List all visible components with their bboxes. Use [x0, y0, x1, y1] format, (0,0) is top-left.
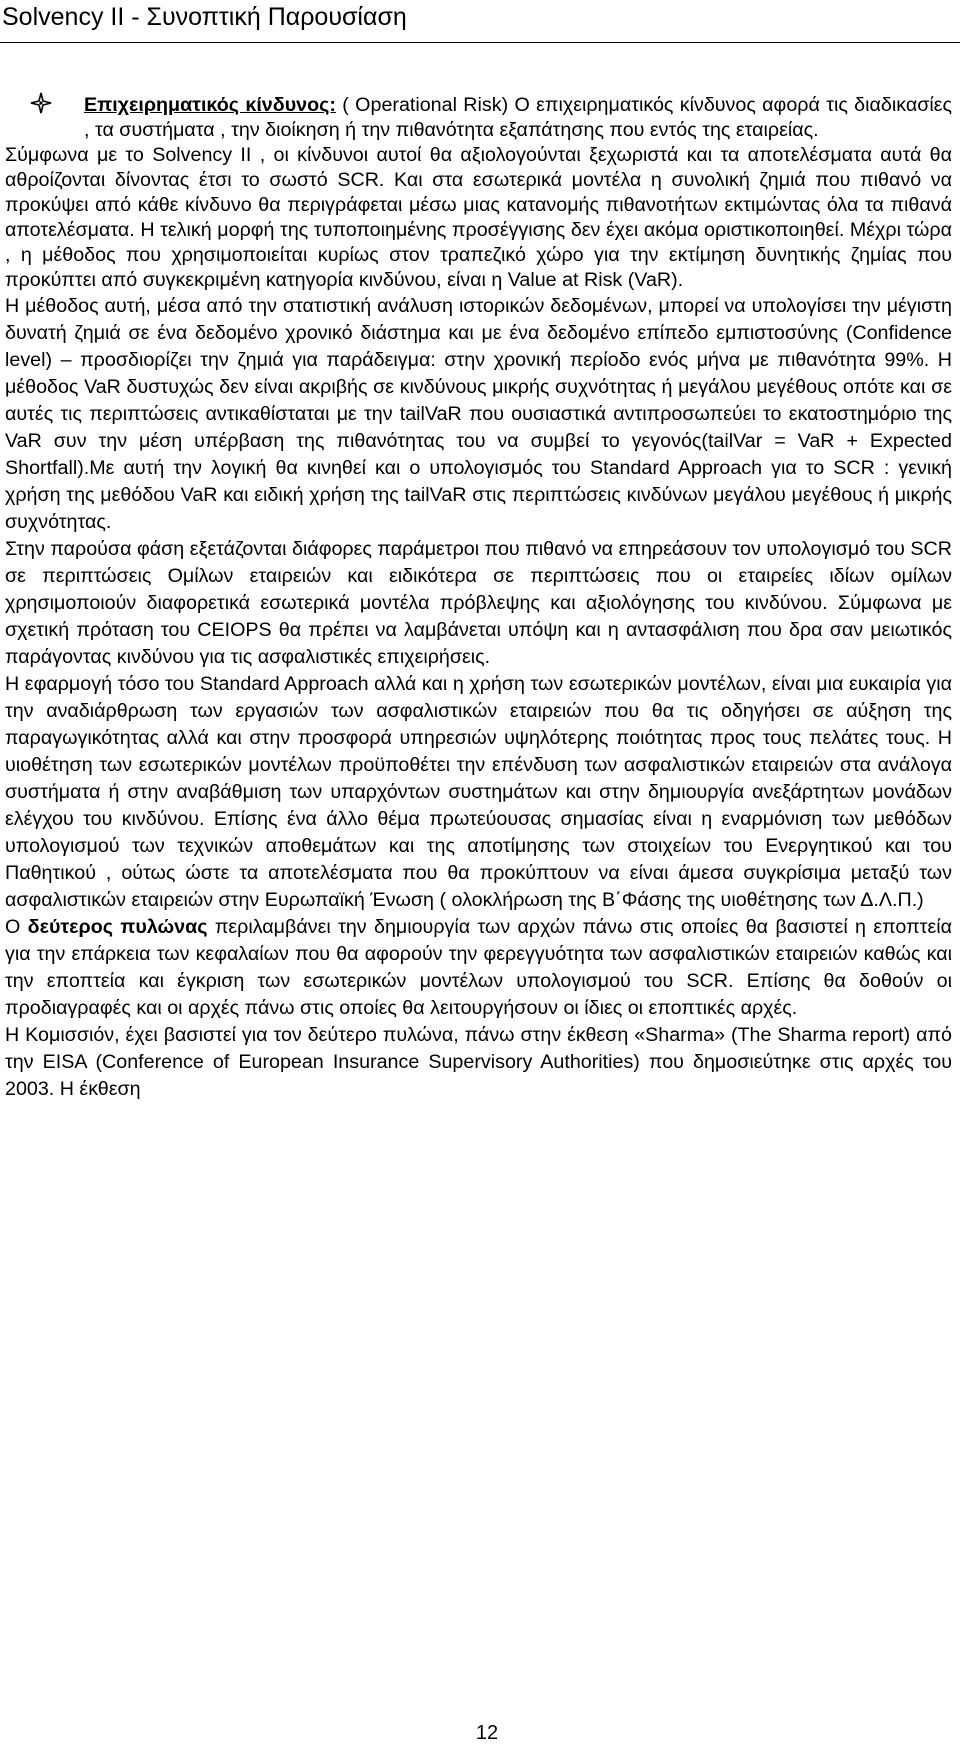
bullet-description: ( Operational Risk) Ο επιχειρηματικός κίνδυνος αφορά τις διαδικασίες , τα συστήματα , την διοίκηση ή την πιθανότητα εξαπάτησης που εντός της εταιρείας.: [84, 94, 952, 141]
paragraph-groups-scr: Στην παρούσα φάση εξετάζονται διάφορες παράμετροι που πιθανό να επηρεάσουν τον υπολογισμό του SCR σε περιπτώσεις Ομίλων εταιρειών και ειδικότερα σε περιπτώσεις που οι εταιρείες ιδίων ομίλων χρησιμοποιούν διαφορετικά εσωτερικά μοντέλα πρόβλεψης και αξιολόγησης του κινδύνου. Σύμφωνα με σχετική πρόταση του CEIOPS θα πρέπει να λαμβάνεται υπόψη και η αντασφάλιση που δρα σαν μειωτικός παράγοντας κινδύνου για τις ασφαλιστικές επιχειρήσεις.: [5, 538, 952, 668]
second-pillar-lead: Ο: [5, 916, 28, 938]
bullet-glyph: [30, 92, 52, 114]
diamond-flower-icon: [5, 92, 60, 119]
paragraph-var-method: Η μέθοδος αυτή, μέσα από την στατιστική ανάλυση ιστορικών δεδομένων, μπορεί να υπολογίσει την μέγιστη δυνατή ζημιά σε ένα δεδομένο χρονικό διάστημα και με ένα δεδομένο επίπεδο εμπιστοσύνης (Confidence level) – προσδιορίζει την ζημιά για παράδειγμα: στην χρονική περίοδο ενός μήνα με πιθανότητα 99%. Η μέθοδος VaR δυστυχώς δεν είναι ακριβής σε κινδύνους μικρής συχνότητας ή μεγάλου μεγέθους οπότε και σε αυτές τις περιπτώσεις αντικαθίσταται με την tailVaR που ουσιαστικά αντιπροσωπεύει το εκατοστημόριο της VaR συν την μέση υπέρβαση της πιθανότητας του να συμβεί το γεγονός(tailVar = VaR + Expected Shortfall).Με αυτή την λογική θα κινηθεί και ο υπολογισμός του Standard Approach για το SCR : γενική χρήση της μεθόδου VaR και ειδική χρήση της tailVaR στις περιπτώσεις κινδύνων μεγάλου μεγέθους ή μικρής συχνότητας.: [5, 295, 952, 533]
paragraph-solvency-risks: Σύμφωνα με το Solvency II , οι κίνδυνοι αυτοί θα αξιολογούνται ξεχωριστά και τα αποτελέσματα αυτά θα αθροίζονται δίνοντας έτσι το σωστό SCR. Και στα εσωτερικά μοντέλα η συνολική ζημιά που πιθανό να προκύψει από κάθε κίνδυνο θα περιγράφεται μέσω μιας κατανομής πιθανοτήτων εκτιμώντας όλα τα πιθανά αποτελέσματα. Η τελική μορφή της τυποποιημένης προσέγγισης δεν έχει ακόμα οριστικοποιηθεί. Μέχρι τώρα , η μέθοδος που χρησιμοποιείται κυρίως στον τραπεζικό χώρο για την εκτίμηση δυνητικής ζημίας που προκύπτει από συγκεκριμένη κατηγορία κινδύνου, είναι η Value at Risk (VaR).: [5, 144, 952, 291]
bullet-term: Επιχειρηματικός κίνδυνος:: [84, 94, 336, 116]
second-pillar-text: περιλαμβάνει την δημιουργία των αρχών πάνω στις οποίες θα βασιστεί η εποπτεία για την επάρκεια των κεφαλαίων που θα αφορούν την φερεγγυότητα των ασφαλιστικών εταιρειών καθώς και την εποπτεία και έγκριση των εσωτερικών μοντέλων υπολογισμού του SCR. Επίσης θα δοθούν οι προδιαγραφές και οι αρχές πάνω στις οποίες θα λειτουργήσουν οι ίδιες οι εποπτικές αρχές.: [5, 916, 952, 1019]
header-divider: [0, 42, 960, 43]
second-pillar-term: δεύτερος πυλώνας: [27, 916, 208, 938]
document-body: [5, 93, 952, 1103]
paragraph-second-pillar: [5, 914, 952, 1022]
paragraph-commission: Η Κομισσιόν, έχει βασιστεί για τον δεύτερο πυλώνα, πάνω στην έκθεση «Sharma» (The Sharma report) από την EISA (Conference of European Insurance Supervisory Authorities) που δημοσιεύτηκε στις αρχές του 2003. Η έκθεση: [5, 1024, 952, 1100]
page-number: 12: [475, 1722, 499, 1744]
bullet-item: [5, 93, 952, 143]
bullet-text: [84, 93, 952, 143]
running-header: Solvency II - Συνοπτική Παρουσίαση: [2, 3, 407, 31]
paragraph-standard-approach: Η εφαρμογή τόσο του Standard Approach αλλά και η χρήση των εσωτερικών μοντέλων, είναι μια ευκαιρία για την αναδιάρθρωση των εργασιών των ασφαλιστικών εταιρειών που θα τις οδηγήσει σε αύξηση της παραγωγικότητας αλλά και στην προσφορά υπηρεσιών υψηλότερης ποιότητας προς τους πελάτες τους. Η υιοθέτηση των εσωτερικών μοντέλων προϋποθέτει την επένδυση των ασφαλιστικών εταιρειών στα ανάλογα συστήματα ή στην αναβάθμιση των υπαρχόντων συστημάτων και στην δημιουργία ανεξάρτητων μονάδων ελέγχου του κινδύνου. Επίσης ένα άλλο θέμα πρωτεύουσας σημασίας είναι η εναρμόνιση των μεθόδων υπολογισμού των τεχνικών αποθεμάτων και της αποτίμησης των στοιχείων του Ενεργητικού και του Παθητικού , ούτως ώστε τα αποτελέσματα που θα προκύπτουν να είναι άμεσα συγκρίσιμα μεταξύ των ασφαλιστικών εταιρειών στην Ευρωπαϊκή Ένωση ( ολοκλήρωση της Β΄Φάσης της υιοθέτησης των Δ.Λ.Π.): [5, 673, 952, 911]
